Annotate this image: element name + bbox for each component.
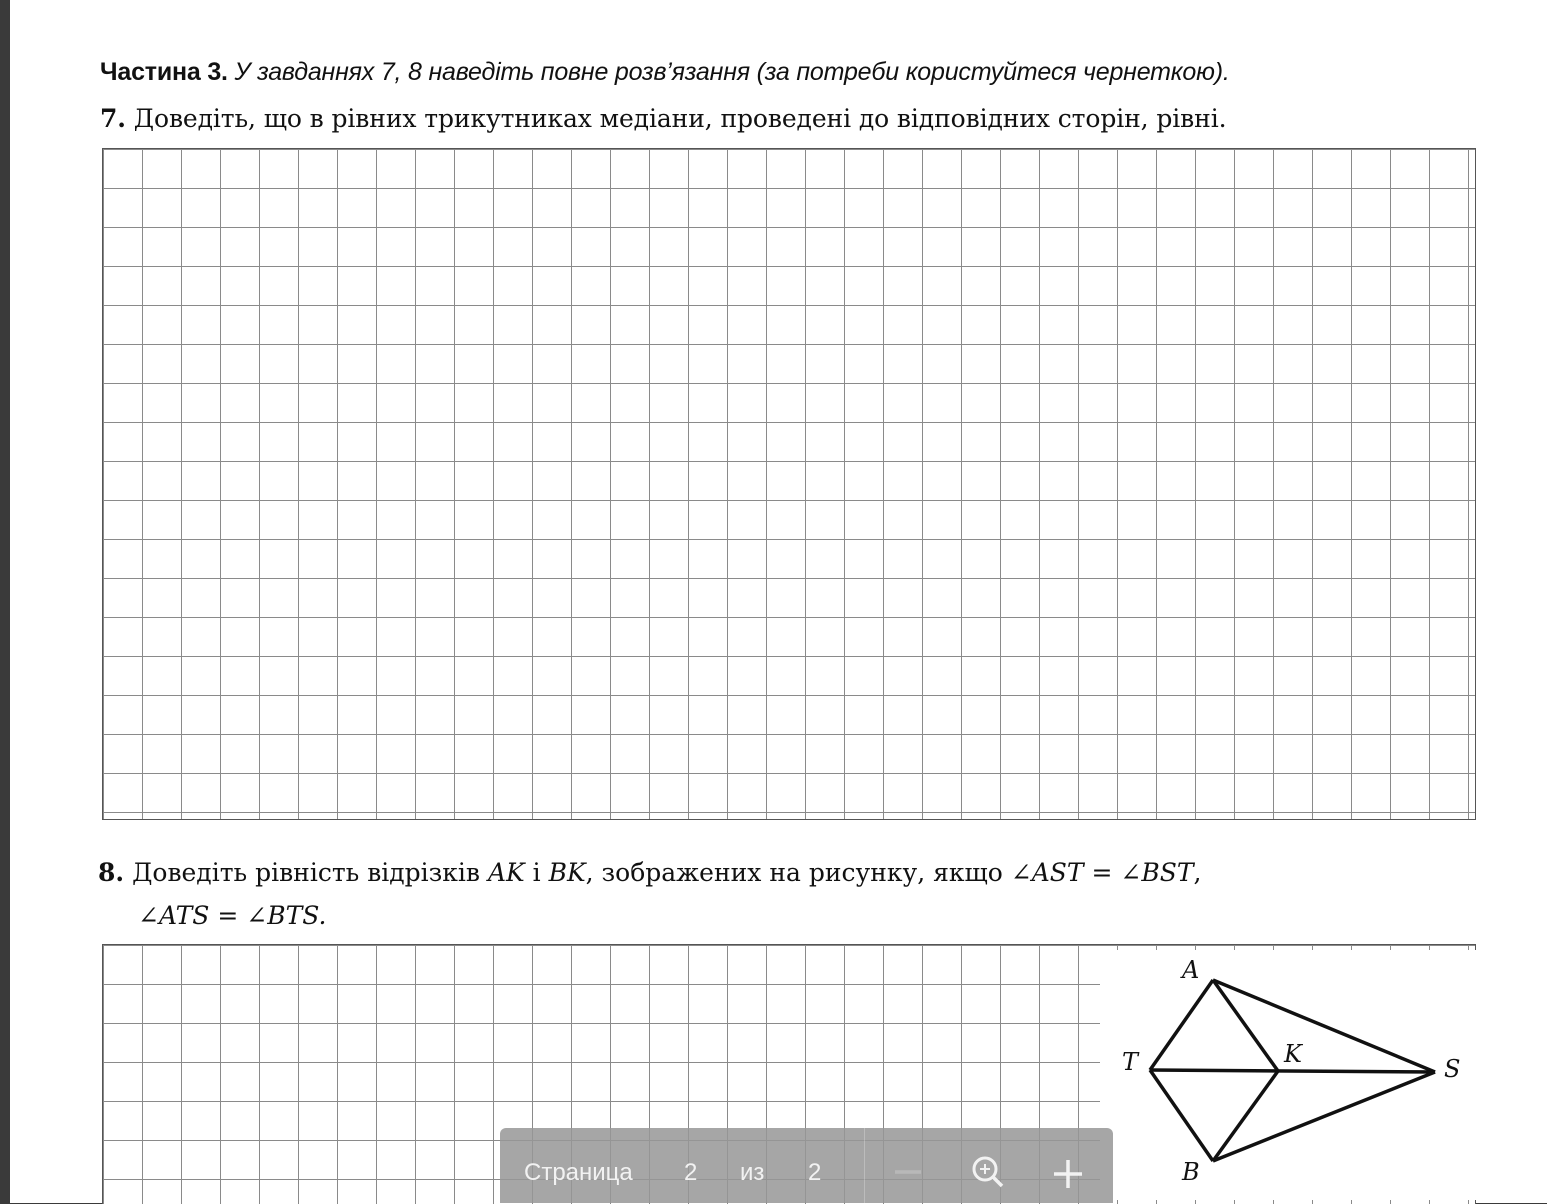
- figure-drawing: [1100, 950, 1480, 1200]
- zoom-in-button[interactable]: [1046, 1150, 1090, 1194]
- label-a: A: [1182, 956, 1200, 984]
- task-7-text: Доведіть, що в рівних трикутниках медіани, проведені до відповідних сторін, рівні.: [133, 104, 1227, 133]
- label-b: B: [1182, 1158, 1200, 1186]
- task-8-line-2: [138, 901, 326, 930]
- part-instruction: У завданнях 7, 8 наведіть повне розв’язання (за потреби користуйтеся чернеткою).: [234, 58, 1230, 86]
- part-header: [100, 58, 1230, 87]
- label-s: S: [1444, 1055, 1461, 1083]
- task-8-text-b: і: [524, 858, 549, 887]
- current-page-number[interactable]: 2: [684, 1159, 698, 1186]
- label-k: K: [1284, 1040, 1302, 1068]
- task-8-text-d: ,: [1193, 858, 1202, 887]
- part-label: Частина 3.: [100, 58, 228, 86]
- answer-grid-7: [102, 148, 1476, 820]
- of-label: из: [740, 1159, 765, 1186]
- toolbar-divider: [864, 1128, 865, 1203]
- segment-t-s: [1150, 1070, 1435, 1072]
- zoom-out-button[interactable]: [886, 1150, 930, 1194]
- pdf-viewer-toolbar: [500, 1128, 1113, 1203]
- condition-1: ∠AST = ∠BST: [1010, 858, 1194, 887]
- task-8-number: 8.: [98, 858, 125, 887]
- segment-bk: BK: [548, 858, 586, 887]
- magnifier-plus-icon: [966, 1150, 1010, 1194]
- label-t: T: [1122, 1048, 1139, 1076]
- condition-2: ∠ATS = ∠BTS: [138, 901, 319, 930]
- task-8-text-a: Доведіть рівність відрізків: [132, 858, 488, 887]
- task-8-text-e: .: [318, 901, 327, 930]
- task-7: [100, 104, 1226, 133]
- document-page: [10, 0, 1547, 1203]
- task-8-text-c: , зображених на рисунку, якщо: [585, 858, 1011, 887]
- task-8: [98, 858, 1201, 887]
- minus-icon: [886, 1150, 930, 1194]
- segment-ak: AK: [487, 858, 525, 887]
- plus-icon: [1046, 1150, 1090, 1194]
- task-7-number: 7.: [100, 104, 126, 133]
- total-pages: 2: [808, 1159, 822, 1186]
- geometry-figure: [1100, 950, 1480, 1200]
- page-label: Страница: [524, 1159, 633, 1186]
- zoom-fit-button[interactable]: [966, 1150, 1010, 1194]
